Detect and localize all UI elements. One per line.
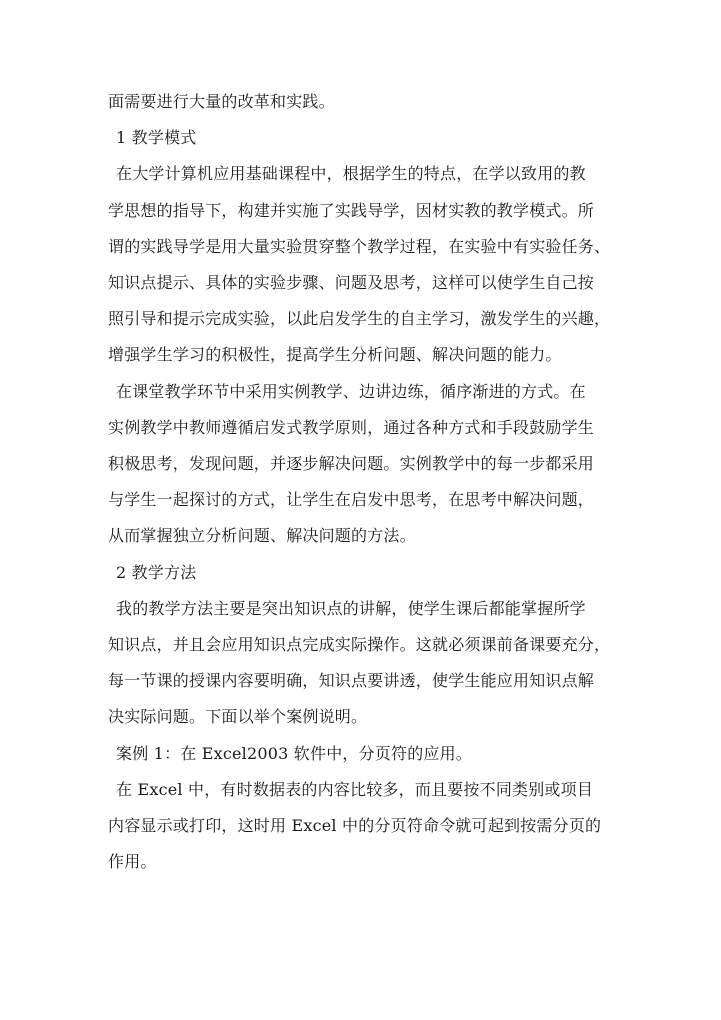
text-line: 照引导和提示完成实验，以此启发学生的自主学习，激发学生的兴趣， <box>108 309 611 329</box>
text-line: 在大学计算机应用基础课程中，根据学生的特点，在学以致用的教 <box>116 164 586 184</box>
text-line: 我的教学方法主要是突出知识点的讲解，使学生课后都能掌握所学 <box>116 598 586 618</box>
text-line: 与学生一起探讨的方式，让学生在启发中思考，在思考中解决问题， <box>108 490 595 510</box>
text-line: 实例教学中教师遵循启发式教学原则，通过各种方式和手段鼓励学生 <box>108 417 595 437</box>
text-line: 内容显示或打印，这时用 Excel 中的分页符命令就可起到按需分页的 <box>108 816 602 836</box>
text-line: 决实际问题。下面以举个案例说明。 <box>108 707 368 727</box>
text-line: 知识点，并且会应用知识点完成实际操作。这就必须课前备课要充分， <box>108 635 611 655</box>
text-line: 作用。 <box>108 852 157 872</box>
text-line: 积极思考，发现问题，并逐步解决问题。实例教学中的每一步都采用 <box>108 454 595 474</box>
text-line: 增强学生学习的积极性，提高学生分析问题、解决问题的能力。 <box>108 345 562 365</box>
text-line: 学思想的指导下，构建并实施了实践导学，因材实教的教学模式。所 <box>108 200 595 220</box>
text-line: 在 Excel 中，有时数据表的内容比较多，而且要按不同类别或项目 <box>116 779 594 799</box>
section-heading-teaching-mode: 1 教学模式 <box>116 128 197 148</box>
case-example-line: 案例 1：在 Excel2003 软件中，分页符的应用。 <box>116 743 473 763</box>
text-line: 从而掌握独立分析问题、解决问题的方法。 <box>108 526 416 546</box>
text-line: 知识点提示、具体的实验步骤、问题及思考，这样可以使学生自己按 <box>108 273 595 293</box>
text-line: 每一节课的授课内容要明确，知识点要讲透，使学生能应用知识点解 <box>108 671 595 691</box>
text-line: 面需要进行大量的改革和实践。 <box>108 92 335 111</box>
text-line: 在课堂教学环节中采用实例教学、边讲边练，循序渐进的方式。在 <box>116 381 586 401</box>
section-heading-teaching-method: 2 教学方法 <box>116 562 197 582</box>
text-line: 谓的实践导学是用大量实验贯穿整个教学过程，在实验中有实验任务、 <box>108 236 611 256</box>
document-page <box>108 84 628 880</box>
